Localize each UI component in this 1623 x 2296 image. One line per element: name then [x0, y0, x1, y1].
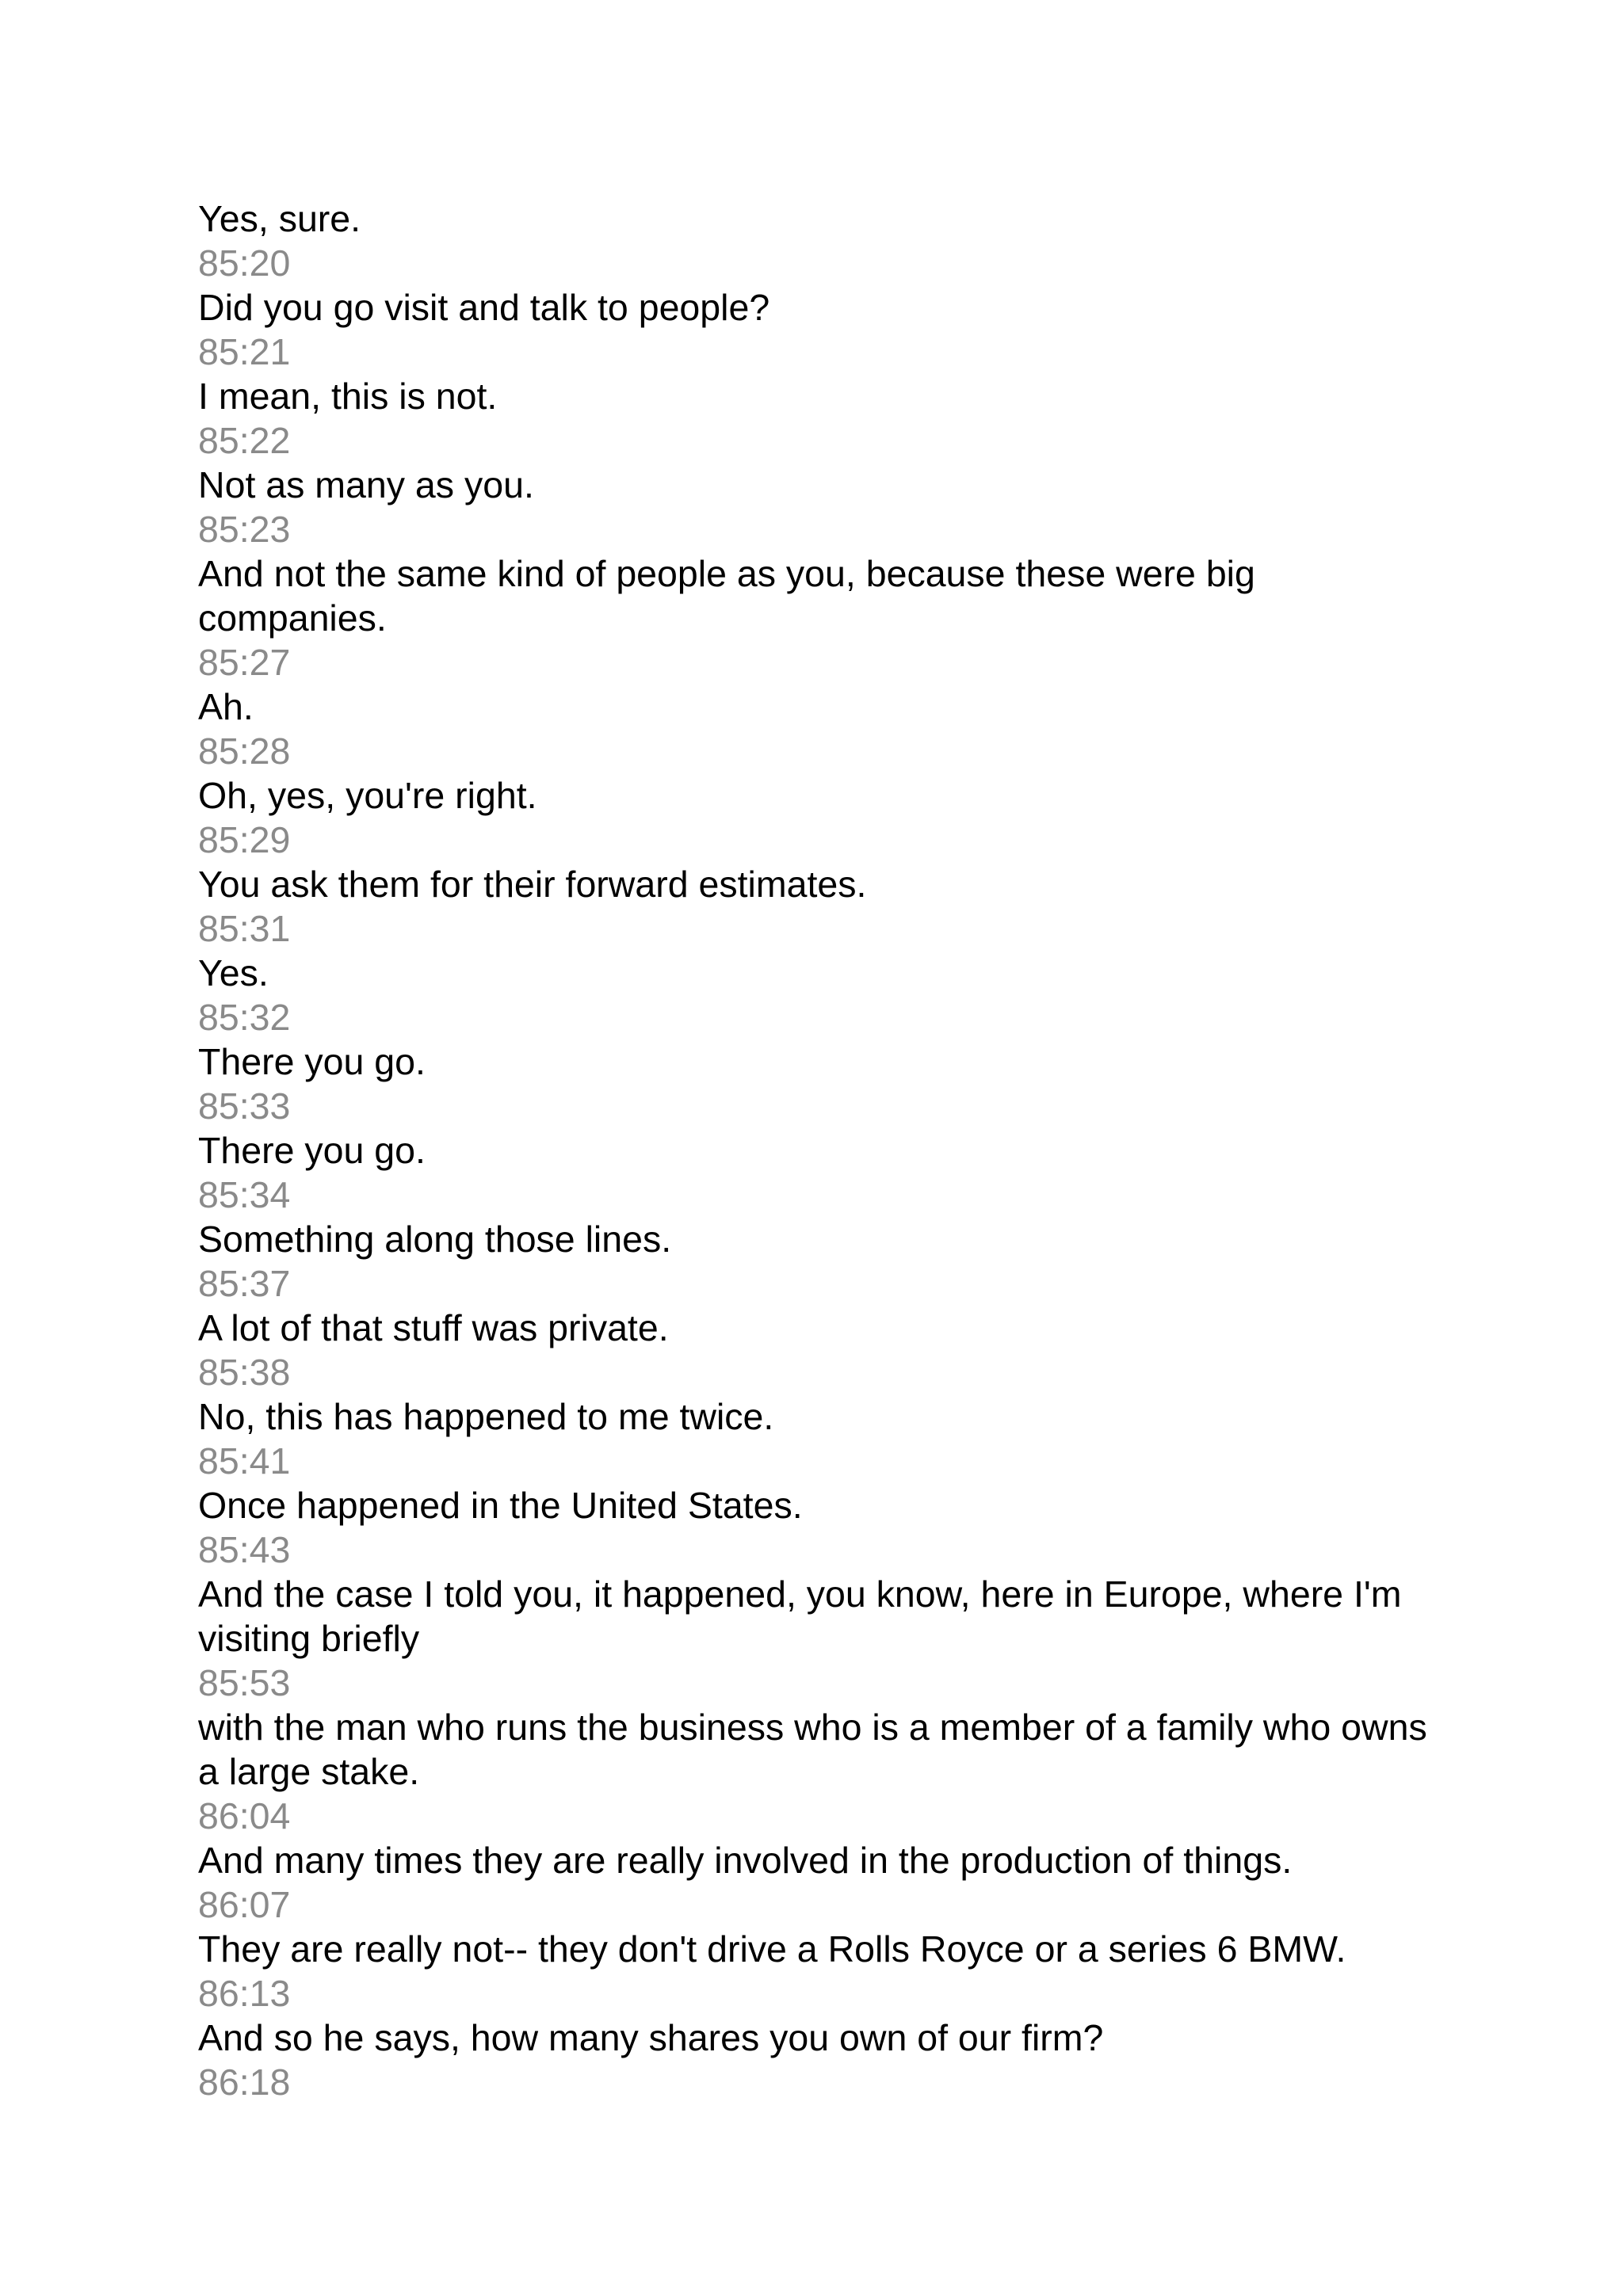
transcript-entry	[198, 2016, 1434, 2104]
transcript-entry	[198, 1128, 1434, 1217]
utterance-text: I mean, this is not.	[198, 376, 498, 417]
transcript-entry	[198, 1705, 1434, 1838]
utterance-text: A lot of that stuff was private.	[198, 1307, 669, 1348]
utterance-text: And not the same kind of people as you, because these were big companies.	[198, 553, 1255, 639]
transcript-entry	[198, 1306, 1434, 1394]
utterance-text: Once happened in the United States.	[198, 1485, 803, 1526]
utterance-text: And the case I told you, it happened, you know, here in Europe, where I'm visiting briefly	[198, 1573, 1402, 1659]
utterance-text: There you go.	[198, 1041, 426, 1082]
transcript-entry	[198, 862, 1434, 951]
timestamp: 86:13	[198, 1973, 291, 2014]
timestamp: 85:53	[198, 1662, 291, 1703]
timestamp: 85:41	[198, 1440, 291, 1482]
transcript-entry	[198, 1217, 1434, 1306]
utterance-text: They are really not-- they don't drive a Rolls Royce or a series 6 BMW.	[198, 1928, 1346, 1970]
timestamp: 86:04	[198, 1795, 291, 1836]
transcript-entry	[198, 1572, 1434, 1705]
timestamp: 85:31	[198, 908, 291, 949]
timestamp: 85:33	[198, 1085, 291, 1127]
transcript-entry	[198, 1927, 1434, 2016]
transcript-entry	[198, 1838, 1434, 1927]
utterance-text: Yes.	[198, 952, 269, 994]
utterance-text: Something along those lines.	[198, 1219, 672, 1260]
utterance-text: There you go.	[198, 1130, 426, 1171]
transcript-entry	[198, 285, 1434, 374]
transcript-entry	[198, 551, 1434, 685]
transcript-page	[198, 196, 1434, 2104]
transcript-entry	[198, 374, 1434, 463]
timestamp: 85:32	[198, 997, 291, 1038]
utterance-text: Yes, sure.	[198, 198, 361, 239]
timestamp: 85:21	[198, 331, 291, 372]
utterance-text: Oh, yes, you're right.	[198, 775, 537, 816]
utterance-text: No, this has happened to me twice.	[198, 1396, 774, 1437]
timestamp: 85:22	[198, 420, 291, 461]
utterance-text: And so he says, how many shares you own of our firm?	[198, 2017, 1104, 2058]
transcript-entry	[198, 685, 1434, 773]
timestamp: 85:34	[198, 1174, 291, 1215]
timestamp: 85:27	[198, 642, 291, 683]
transcript-entry	[198, 951, 1434, 1039]
transcript-entry	[198, 463, 1434, 551]
utterance-text: Ah.	[198, 686, 254, 727]
timestamp: 85:38	[198, 1352, 291, 1393]
timestamp: 85:43	[198, 1529, 291, 1570]
transcript-entry	[198, 773, 1434, 862]
utterance-text: with the man who runs the business who is a member of a family who owns a large stake.	[198, 1707, 1427, 1792]
timestamp: 85:37	[198, 1263, 291, 1304]
utterance-text: Did you go visit and talk to people?	[198, 287, 770, 328]
utterance-text: And many times they are really involved in the production of things.	[198, 1840, 1293, 1881]
timestamp: 85:28	[198, 730, 291, 772]
transcript-entry	[198, 196, 1434, 285]
timestamp: 86:07	[198, 1884, 291, 1925]
timestamp: 86:18	[198, 2061, 291, 2103]
timestamp: 85:29	[198, 819, 291, 860]
transcript-entry	[198, 1039, 1434, 1128]
transcript-entry	[198, 1483, 1434, 1572]
transcript-entry	[198, 1394, 1434, 1483]
timestamp: 85:23	[198, 509, 291, 550]
utterance-text: Not as many as you.	[198, 464, 534, 505]
timestamp: 85:20	[198, 242, 291, 284]
utterance-text: You ask them for their forward estimates.	[198, 864, 867, 905]
